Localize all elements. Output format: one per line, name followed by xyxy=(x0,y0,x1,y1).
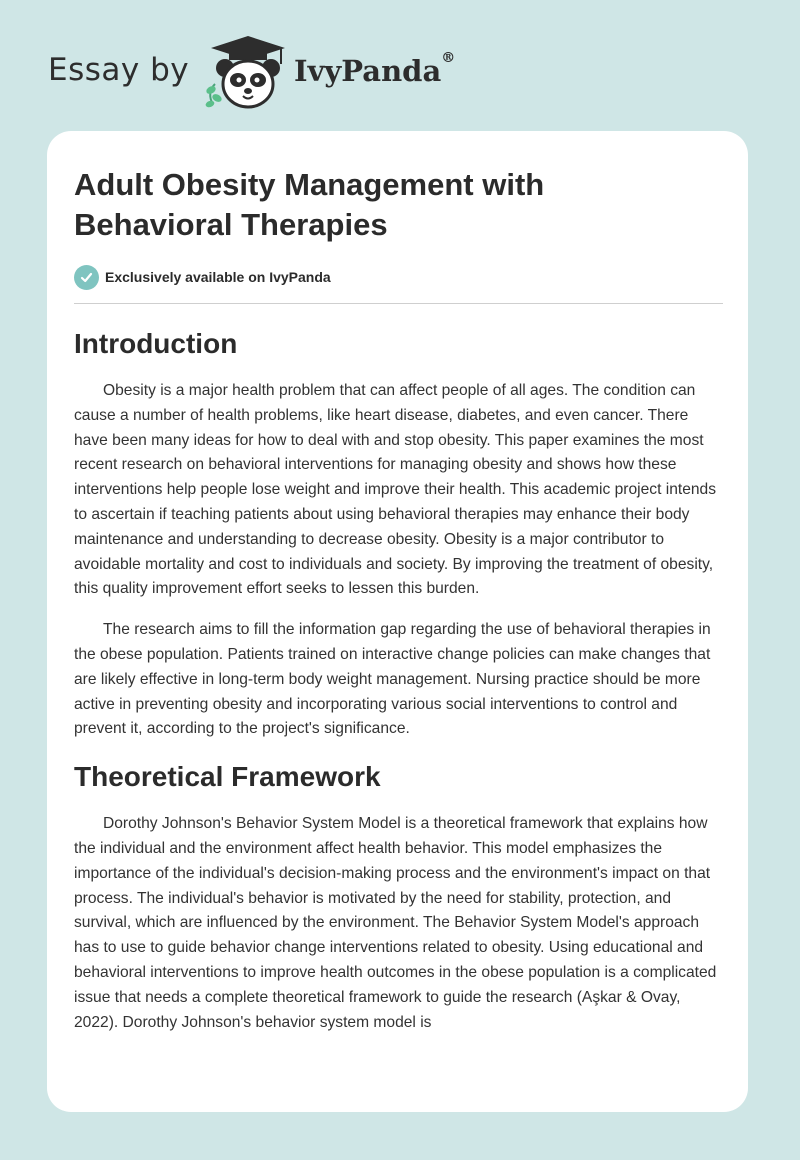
essay-card xyxy=(47,131,748,1112)
paragraph: Obesity is a major health problem that can affect people of all ages. The condition can cause a number of health problems, like heart disease, diabetes, and even cancer. There have been many ideas for how to deal with and stop obesity. This paper examines the most recent research on behavioral interventions for managing obesity and shows how these interventions help people lose weight and improve their health. This academic project intends to ascertain if teaching patients about using behavioral therapies may enhance their body maintenance and understanding to decrease obesity. Obesity is a major contributor to avoidable mortality and cost to individuals and society. By improving the treatment of obesity, this quality improvement effort seeks to lessen this burden. xyxy=(74,382,717,598)
section-heading-introduction: Introduction xyxy=(74,328,238,359)
ivypanda-logo-icon[interactable] xyxy=(203,34,293,112)
brand-name-text: IvyPanda xyxy=(294,54,442,88)
section-heading-theoretical-framework: Theoretical Framework xyxy=(74,761,381,793)
exclusive-badge xyxy=(74,264,331,290)
paragraph: Dorothy Johnson's Behavior System Model is a theoretical framework that explains how the individual and the environment affect health behavior. This model emphasizes the importance of the individual's decision-making process and the environment's impact on that process. The individual's behavior is motivated by the need for stability, protection, and survival, which are influenced by the environment. The Behavior System Model's approach has to use to guide behavior change interventions related to obesity. Using educational and behavioral interventions to improve health outcomes in the obese population is a complicated issue that needs a complete theoretical framework to guide the research (Aşkar & Ovay, 2022). Dorothy Johnson's behavior system model is xyxy=(74,815,717,1031)
site-header xyxy=(48,34,548,114)
check-circle-icon xyxy=(74,265,99,290)
title-divider xyxy=(74,303,723,304)
essay-body xyxy=(74,325,724,1051)
registered-mark: ® xyxy=(441,50,456,66)
exclusive-badge-label: Exclusively available on IvyPanda xyxy=(105,269,331,285)
paragraph: The research aims to fill the information gap regarding the use of behavioral therapies in the obese population. Patients trained on interactive change policies can make changes that are likely effective in long-term body weight management. Nursing practice should be more active in preventing obesity and incorporating various social interventions to control and prevent it, according to the project's significance. xyxy=(74,621,711,738)
brand-name[interactable] xyxy=(294,50,456,88)
page-title: Adult Obesity Management with Behavioral Therapies xyxy=(74,167,545,242)
essay-by-label: Essay by xyxy=(48,52,190,88)
